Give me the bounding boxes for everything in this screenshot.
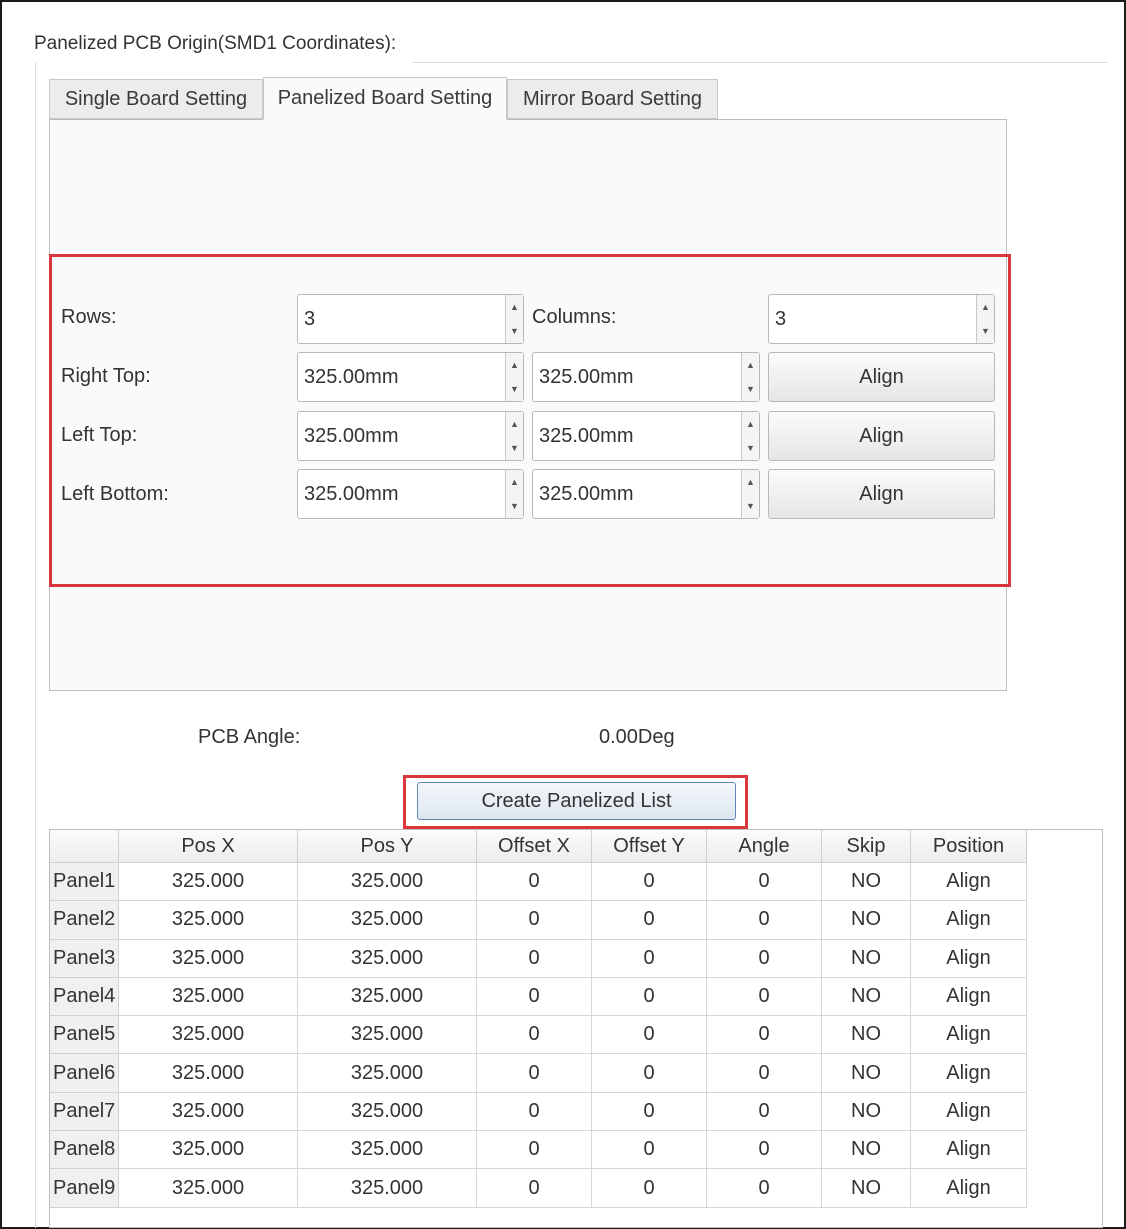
cell-offset-x[interactable]: 0 — [477, 1093, 592, 1131]
spin-down-icon[interactable]: ▼ — [510, 443, 519, 453]
cell-pos-y[interactable]: 325.000 — [298, 1169, 477, 1207]
row-header[interactable]: Panel1 — [50, 863, 119, 901]
cell-offset-y[interactable]: 0 — [592, 1093, 707, 1131]
spin-down-icon[interactable]: ▼ — [746, 501, 755, 511]
table-row[interactable] — [50, 1169, 1027, 1207]
table-row[interactable] — [50, 1131, 1027, 1169]
spin-up-icon[interactable]: ▲ — [746, 360, 755, 370]
cell-offset-y[interactable]: 0 — [592, 1169, 707, 1207]
cell-pos-y[interactable]: 325.000 — [298, 863, 477, 901]
right-top-x-value: 325.00mm — [304, 366, 399, 388]
cell-offset-y[interactable]: 0 — [592, 978, 707, 1016]
cell-skip[interactable]: NO — [822, 1131, 911, 1169]
cell-pos-x[interactable]: 325.000 — [119, 1131, 298, 1169]
left-bottom-x-spinbox[interactable] — [297, 469, 524, 519]
table-row[interactable] — [50, 1016, 1027, 1054]
pcb-angle-label: PCB Angle: — [198, 726, 301, 748]
cell-angle[interactable]: 0 — [707, 1131, 822, 1169]
cell-offset-x[interactable]: 0 — [477, 901, 592, 939]
tab-mirror-board-setting[interactable]: Mirror Board Setting — [507, 79, 718, 119]
spin-up-icon[interactable]: ▲ — [746, 477, 755, 487]
column-header-offset-x[interactable]: Offset X — [477, 830, 592, 863]
group-divider — [412, 62, 1108, 63]
columns-spinbox[interactable] — [768, 294, 995, 344]
right-top-y-spinbox[interactable] — [532, 352, 760, 402]
spin-up-icon[interactable]: ▲ — [746, 419, 755, 429]
cell-pos-y[interactable]: 325.000 — [298, 1131, 477, 1169]
cell-offset-y[interactable]: 0 — [592, 940, 707, 978]
header-corner — [50, 830, 119, 863]
cell-offset-x[interactable]: 0 — [477, 978, 592, 1016]
row-header[interactable]: Panel3 — [50, 940, 119, 978]
pcb-angle-value: 0.00Deg — [599, 726, 675, 748]
cell-pos-y[interactable]: 325.000 — [298, 940, 477, 978]
cell-offset-y[interactable]: 0 — [592, 863, 707, 901]
cell-skip[interactable]: NO — [822, 863, 911, 901]
right-top-y-value: 325.00mm — [539, 366, 634, 388]
cell-offset-x[interactable]: 0 — [477, 1131, 592, 1169]
cell-offset-y[interactable]: 0 — [592, 1054, 707, 1092]
cell-pos-y[interactable]: 325.000 — [298, 901, 477, 939]
cell-position[interactable]: Align — [911, 1093, 1027, 1131]
cell-skip[interactable]: NO — [822, 978, 911, 1016]
cell-offset-x[interactable]: 0 — [477, 1016, 592, 1054]
cell-position[interactable]: Align — [911, 978, 1027, 1016]
row-header[interactable]: Panel2 — [50, 901, 119, 939]
column-header-pos-x[interactable]: Pos X — [119, 830, 298, 863]
column-header-angle[interactable]: Angle — [707, 830, 822, 863]
cell-position[interactable]: Align — [911, 863, 1027, 901]
cell-offset-y[interactable]: 0 — [592, 901, 707, 939]
left-bottom-y-value: 325.00mm — [539, 483, 634, 505]
cell-skip[interactable]: NO — [822, 1054, 911, 1092]
cell-angle[interactable]: 0 — [707, 863, 822, 901]
right-top-align-button[interactable]: Align — [768, 352, 995, 402]
spin-down-icon[interactable]: ▼ — [510, 501, 519, 511]
cell-pos-x[interactable]: 325.000 — [119, 978, 298, 1016]
create-panelized-list-button[interactable]: Create Panelized List — [417, 782, 736, 820]
table-row[interactable] — [50, 901, 1027, 939]
columns-label: Columns: — [532, 306, 617, 328]
cell-angle[interactable]: 0 — [707, 1016, 822, 1054]
cell-pos-y[interactable]: 325.000 — [298, 978, 477, 1016]
left-top-y-spinbox[interactable] — [532, 411, 760, 461]
row-header[interactable]: Panel7 — [50, 1093, 119, 1131]
rows-value: 3 — [304, 308, 316, 330]
cell-pos-x[interactable]: 325.000 — [119, 940, 298, 978]
row-header[interactable]: Panel5 — [50, 1016, 119, 1054]
left-top-x-spinbox[interactable] — [297, 411, 524, 461]
column-header-pos-y[interactable]: Pos Y — [298, 830, 477, 863]
spin-down-icon[interactable]: ▼ — [981, 326, 990, 336]
cell-position[interactable]: Align — [911, 940, 1027, 978]
table-row[interactable] — [50, 863, 1027, 901]
spin-arrows — [505, 412, 523, 460]
row-header[interactable]: Panel6 — [50, 1054, 119, 1092]
columns-spin-arrows — [976, 295, 994, 343]
cell-position[interactable]: Align — [911, 1131, 1027, 1169]
cell-angle[interactable]: 0 — [707, 901, 822, 939]
cell-pos-y[interactable]: 325.000 — [298, 1016, 477, 1054]
table-row[interactable] — [50, 1093, 1027, 1131]
cell-angle[interactable]: 0 — [707, 978, 822, 1016]
tab-single-board-setting[interactable]: Single Board Setting — [49, 79, 263, 119]
rows-spin-arrows — [505, 295, 523, 343]
cell-position[interactable]: Align — [911, 901, 1027, 939]
spin-up-icon[interactable]: ▲ — [510, 419, 519, 429]
left-bottom-x-value: 325.00mm — [304, 483, 399, 505]
left-top-y-value: 325.00mm — [539, 425, 634, 447]
spin-arrows — [741, 470, 759, 518]
row-header[interactable]: Panel9 — [50, 1169, 119, 1207]
cell-pos-y[interactable]: 325.000 — [298, 1054, 477, 1092]
table-body — [50, 863, 1027, 1208]
right-top-x-spinbox[interactable] — [297, 352, 524, 402]
cell-angle[interactable]: 0 — [707, 940, 822, 978]
left-top-align-button[interactable]: Align — [768, 411, 995, 461]
cell-offset-x[interactable]: 0 — [477, 863, 592, 901]
left-bottom-y-spinbox[interactable] — [532, 469, 760, 519]
table-row[interactable] — [50, 978, 1027, 1016]
cell-pos-y[interactable]: 325.000 — [298, 1093, 477, 1131]
cell-offset-x[interactable]: 0 — [477, 1169, 592, 1207]
cell-skip[interactable]: NO — [822, 940, 911, 978]
cell-offset-x[interactable]: 0 — [477, 1054, 592, 1092]
column-header-offset-y[interactable]: Offset Y — [592, 830, 707, 863]
cell-position[interactable]: Align — [911, 1054, 1027, 1092]
group-title: Panelized PCB Origin(SMD1 Coordinates): — [34, 33, 397, 54]
cell-pos-x[interactable]: 325.000 — [119, 1169, 298, 1207]
spin-down-icon[interactable]: ▼ — [746, 443, 755, 453]
left-bottom-label: Left Bottom: — [61, 483, 169, 505]
spin-arrows — [505, 470, 523, 518]
cell-offset-x[interactable]: 0 — [477, 940, 592, 978]
columns-value: 3 — [775, 308, 787, 330]
spin-down-icon[interactable]: ▼ — [510, 326, 519, 336]
cell-pos-x[interactable]: 325.000 — [119, 1093, 298, 1131]
cell-skip[interactable]: NO — [822, 1093, 911, 1131]
left-bottom-align-button[interactable]: Align — [768, 469, 995, 519]
left-top-x-value: 325.00mm — [304, 425, 399, 447]
cell-pos-x[interactable]: 325.000 — [119, 901, 298, 939]
cell-skip[interactable]: NO — [822, 1169, 911, 1207]
rows-label: Rows: — [61, 306, 117, 328]
cell-pos-x[interactable]: 325.000 — [119, 863, 298, 901]
spin-up-icon[interactable]: ▲ — [510, 477, 519, 487]
right-top-label: Right Top: — [61, 365, 151, 387]
cell-angle[interactable]: 0 — [707, 1169, 822, 1207]
panel-table — [49, 829, 1103, 1228]
column-header-position[interactable]: Position — [911, 830, 1027, 863]
spin-up-icon[interactable]: ▲ — [510, 302, 519, 312]
cell-offset-y[interactable]: 0 — [592, 1131, 707, 1169]
table-header — [50, 830, 1103, 863]
table-row[interactable] — [50, 1054, 1027, 1092]
cell-skip[interactable]: NO — [822, 1016, 911, 1054]
cell-skip[interactable]: NO — [822, 901, 911, 939]
tab-panel — [49, 119, 1007, 691]
spin-arrows — [741, 412, 759, 460]
spin-arrows — [741, 353, 759, 401]
table-row[interactable] — [50, 940, 1027, 978]
column-header-skip[interactable]: Skip — [822, 830, 911, 863]
row-header[interactable]: Panel8 — [50, 1131, 119, 1169]
cell-offset-y[interactable]: 0 — [592, 1016, 707, 1054]
tab-panelized-board-setting[interactable]: Panelized Board Setting — [263, 77, 507, 120]
spin-up-icon[interactable]: ▲ — [510, 360, 519, 370]
spin-up-icon[interactable]: ▲ — [981, 302, 990, 312]
cell-pos-x[interactable]: 325.000 — [119, 1016, 298, 1054]
rows-spinbox[interactable] — [297, 294, 524, 344]
cell-angle[interactable]: 0 — [707, 1054, 822, 1092]
spin-down-icon[interactable]: ▼ — [746, 384, 755, 394]
spin-down-icon[interactable]: ▼ — [510, 384, 519, 394]
cell-position[interactable]: Align — [911, 1169, 1027, 1207]
spin-arrows — [505, 353, 523, 401]
cell-angle[interactable]: 0 — [707, 1093, 822, 1131]
row-header[interactable]: Panel4 — [50, 978, 119, 1016]
cell-position[interactable]: Align — [911, 1016, 1027, 1054]
left-top-label: Left Top: — [61, 424, 138, 446]
cell-pos-x[interactable]: 325.000 — [119, 1054, 298, 1092]
